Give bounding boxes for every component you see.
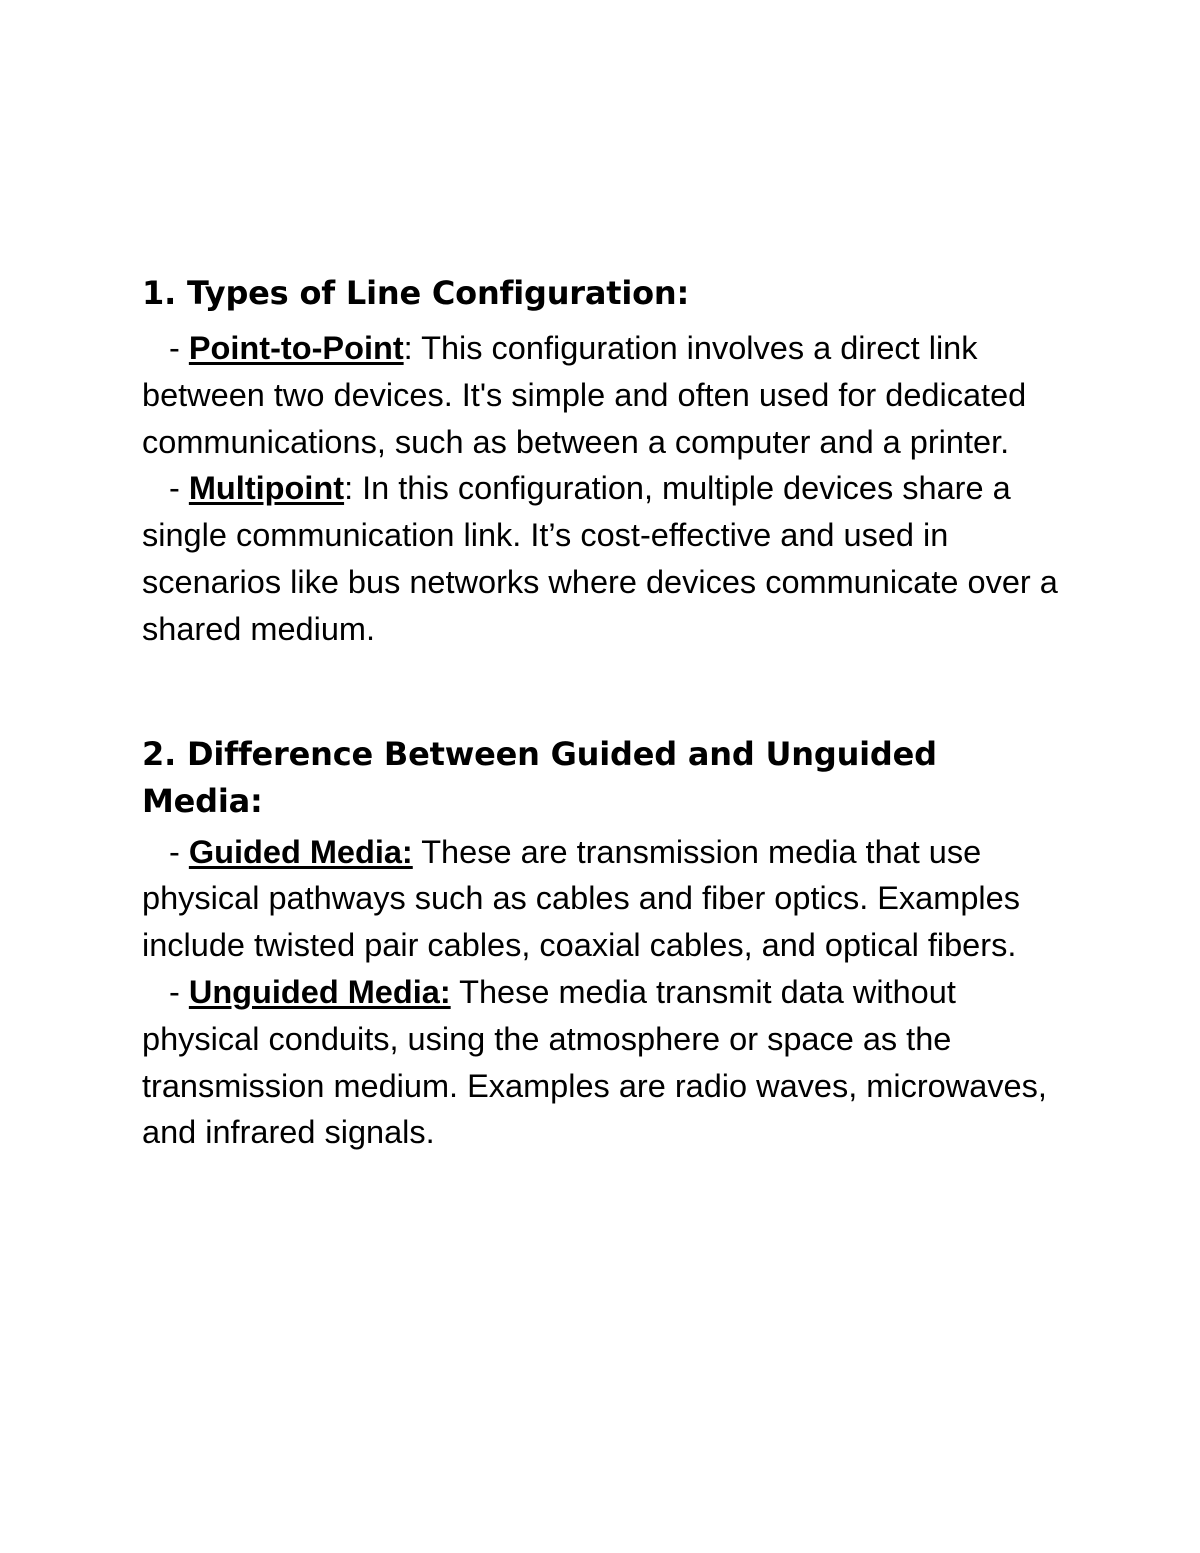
term-guided-media: Guided Media: [188, 833, 413, 870]
term-multipoint: Multipoint [188, 470, 345, 507]
list-item-guided-media [142, 829, 1072, 969]
list-item-point-to-point [142, 325, 1072, 465]
item-description: This configuration involves a direct link between two devices. It's simple and often used for dedicated communications, such as between a computer and a printer. [142, 330, 1027, 460]
term-separator: : [403, 330, 413, 366]
item-description: In this configuration, multiple devices share a single communication link. It’s cost-effective and used in scenarios like bus networks where devices communicate over a shared medium. [142, 470, 1058, 647]
term-unguided-media: Unguided Media: [188, 973, 451, 1010]
list-item-multipoint [142, 465, 1072, 652]
bullet-dash: - [169, 833, 180, 870]
section-heading-line-1: 2. Difference Between Guided and Unguided [142, 734, 937, 773]
section-heading: 1. Types of Line Configuration: [142, 274, 690, 312]
section-heading-line-2: Media: [142, 781, 263, 820]
list-item-unguided-media [142, 969, 1072, 1156]
section-line-configuration [142, 270, 1072, 653]
item-description: These media transmit data without physical conduits, using the atmosphere or space as the transmission medium. Examples are radio waves, microwaves, and infrared signals. [142, 973, 1047, 1151]
section-heading [142, 731, 1072, 825]
term-separator: : [344, 470, 354, 507]
section-guided-unguided [142, 731, 1072, 1157]
document-body [142, 270, 1072, 1156]
item-description: These are transmission media that use physical pathways such as cables and fiber optics. Examples include twisted pair cables, coaxial cables, and optical fibers. [142, 833, 1020, 964]
bullet-dash: - [169, 470, 180, 507]
bullet-dash: - [169, 973, 180, 1010]
bullet-dash: - [169, 330, 180, 366]
term-point-to-point: Point-to-Point [188, 330, 404, 366]
